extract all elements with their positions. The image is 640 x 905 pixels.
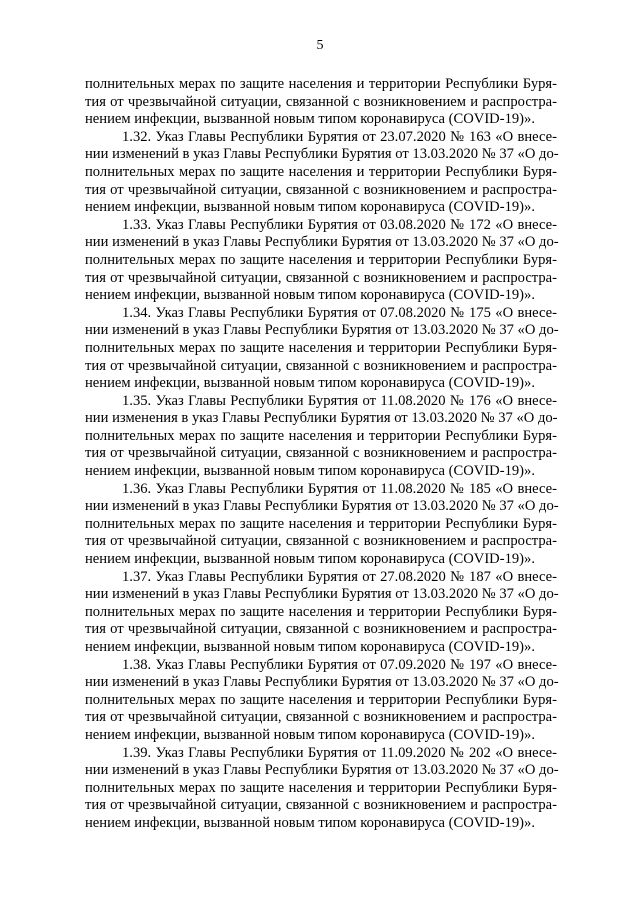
text-line: нии изменений в указ Главы Республики Бурятия от 13.03.2020 № 37 «О до- bbox=[85, 498, 559, 515]
text-line: 1.32. Указ Главы Республики Бурятия от 23.07.2020 № 163 «О внесе- bbox=[122, 128, 557, 145]
list-item-paragraph bbox=[85, 217, 557, 305]
page-number: 5 bbox=[316, 38, 324, 53]
text-line: нии изменений в указ Главы Республики Бурятия от 13.03.2020 № 37 «О до- bbox=[85, 586, 559, 603]
list-item-paragraph bbox=[85, 129, 557, 217]
text-line: тия от чрезвычайной ситуации, связанной с возникновением и распростра- bbox=[85, 709, 557, 726]
text-line: тия от чрезвычайной ситуации, связанной с возникновением и распростра- bbox=[85, 797, 557, 814]
text-line: полнительных мерах по защите населения и территории Республики Буря- bbox=[85, 603, 557, 620]
text-line: нением инфекции, вызванной новым типом коронавируса (COVID-19)». bbox=[85, 463, 535, 480]
text-line: 1.39. Указ Главы Республики Бурятия от 11.09.2020 № 202 «О внесе- bbox=[122, 744, 557, 761]
list-item-paragraph bbox=[85, 569, 557, 657]
list-item-paragraph bbox=[85, 305, 557, 393]
list-item-paragraph bbox=[85, 393, 557, 481]
text-line: тия от чрезвычайной ситуации, связанной с возникновением и распростра- bbox=[85, 533, 557, 550]
text-line: полнительных мерах по защите населения и территории Республики Буря- bbox=[85, 427, 557, 444]
text-line: тия от чрезвычайной ситуации, связанной с возникновением и распростра- bbox=[85, 269, 557, 286]
continued-paragraph bbox=[85, 76, 557, 129]
text-line: нии изменений в указ Главы Республики Бурятия от 13.03.2020 № 37 «О до- bbox=[85, 762, 559, 779]
text-line: тия от чрезвычайной ситуации, связанной с возникновением и распростра- bbox=[85, 621, 557, 638]
text-line: полнительных мерах по защите населения и территории Республики Буря- bbox=[85, 779, 557, 796]
text-line: тия от чрезвычайной ситуации, связанной с возникновением и распростра- bbox=[85, 445, 557, 462]
text-line: нением инфекции, вызванной новым типом коронавируса (COVID-19)». bbox=[85, 287, 535, 304]
list-item-paragraph bbox=[85, 657, 557, 745]
text-line: нии изменений в указ Главы Республики Бурятия от 13.03.2020 № 37 «О до- bbox=[85, 234, 559, 251]
text-line: нии изменения в указ Главы Республики Бурятия от 13.03.2020 № 37 «О до- bbox=[85, 410, 558, 427]
text-line: полнительных мерах по защите населения и территории Республики Буря- bbox=[85, 515, 557, 532]
text-line: нии изменений в указ Главы Республики Бурятия от 13.03.2020 № 37 «О до- bbox=[85, 322, 559, 339]
text-line: нением инфекции, вызванной новым типом коронавируса (COVID-19)». bbox=[85, 726, 535, 743]
list-item-paragraph bbox=[85, 481, 557, 569]
text-line: тия от чрезвычайной ситуации, связанной с возникновением и распростра- bbox=[85, 357, 557, 374]
text-line: 1.34. Указ Главы Республики Бурятия от 07.08.2020 № 175 «О внесе- bbox=[122, 304, 557, 321]
text-line: нением инфекции, вызванной новым типом коронавируса (COVID-19)». bbox=[85, 199, 535, 216]
text-line: тия от чрезвычайной ситуации, связанной с возникновением и распростра- bbox=[85, 181, 557, 198]
text-line: полнительных мерах по защите населения и территории Республики Буря- bbox=[85, 691, 557, 708]
text-line: нением инфекции, вызванной новым типом коронавируса (COVID-19)». bbox=[85, 639, 535, 655]
text-line: 1.37. Указ Главы Республики Бурятия от 27.08.2020 № 187 «О внесе- bbox=[122, 568, 557, 585]
text-line: нением инфекции, вызванной новым типом коронавируса (COVID-19)». bbox=[85, 375, 535, 392]
text-line: нии изменений в указ Главы Республики Бурятия от 13.03.2020 № 37 «О до- bbox=[85, 146, 559, 163]
text-line: полнительных мерах по защите населения и территории Республики Буря- bbox=[85, 163, 557, 180]
text-line: тия от чрезвычайной ситуации, связанной с возникновением и распростра- bbox=[85, 93, 557, 110]
text-line: 1.38. Указ Главы Республики Бурятия от 07.09.2020 № 197 «О внесе- bbox=[122, 656, 557, 673]
text-line: 1.35. Указ Главы Республики Бурятия от 11.08.2020 № 176 «О внесе- bbox=[122, 392, 557, 409]
list-item-paragraph bbox=[85, 745, 557, 833]
text-line: нением инфекции, вызванной новым типом коронавируса (COVID-19)». bbox=[85, 814, 535, 831]
text-line: 1.33. Указ Главы Республики Бурятия от 03.08.2020 № 172 «О внесе- bbox=[122, 216, 557, 233]
text-line: полнительных мерах по защите населения и территории Республики Буря- bbox=[85, 251, 557, 268]
text-line: нением инфекции, вызванной новым типом коронавируса (COVID-19)». bbox=[85, 111, 535, 128]
text-line: полнительных мерах по защите населения и территории Республики Буря- bbox=[85, 76, 557, 92]
text-line: нением инфекции, вызванной новым типом коронавируса (COVID-19)». bbox=[85, 551, 535, 568]
text-line: 1.36. Указ Главы Республики Бурятия от 11.08.2020 № 185 «О внесе- bbox=[122, 480, 557, 497]
text-line: полнительных мерах по защите населения и территории Республики Буря- bbox=[85, 339, 557, 356]
document-body bbox=[85, 76, 557, 833]
text-line: нии изменений в указ Главы Республики Бурятия от 13.03.2020 № 37 «О до- bbox=[85, 674, 559, 691]
